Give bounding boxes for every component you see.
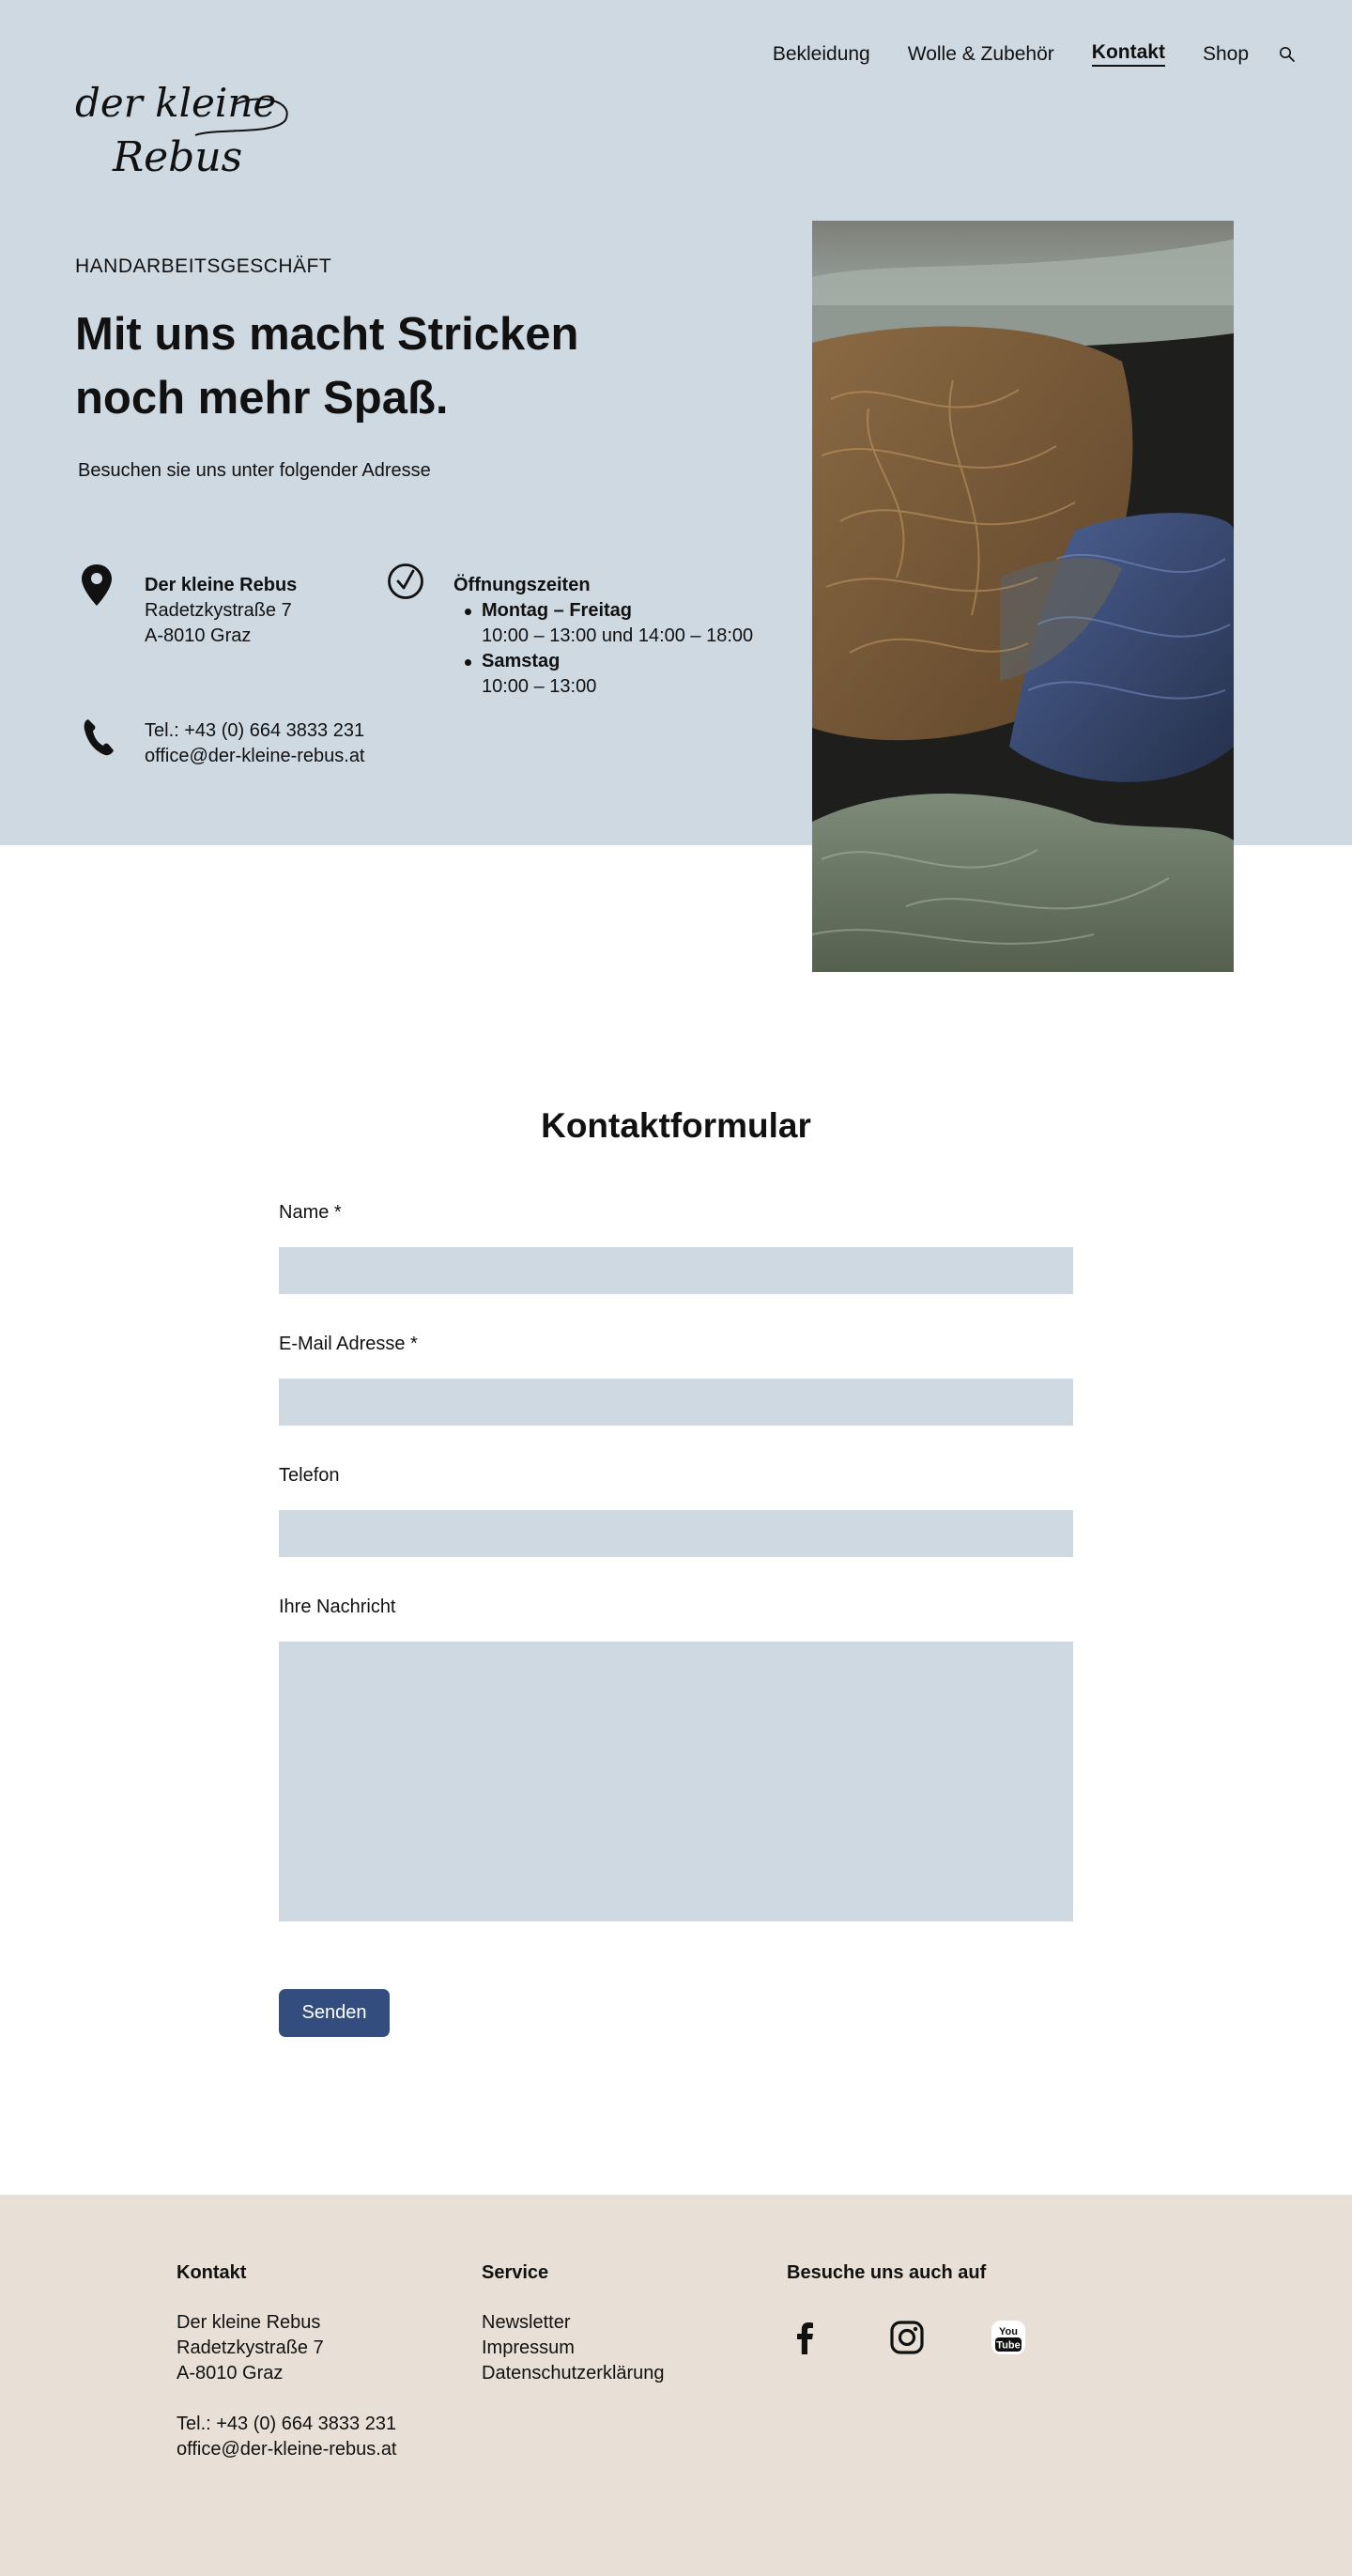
hero-kicker: HANDARBEITSGESCHÄFT xyxy=(75,255,332,277)
footer-link-datenschutz[interactable]: Datenschutzerklärung xyxy=(482,2363,665,2383)
footer-phone: Tel.: +43 (0) 664 3833 231 xyxy=(177,2414,397,2434)
logo-script xyxy=(73,73,295,186)
svg-text:You: You xyxy=(999,2326,1018,2337)
footer-kontakt-title: Kontakt xyxy=(177,2262,247,2283)
footer-link-newsletter[interactable]: Newsletter xyxy=(482,2312,571,2333)
hours-days: Montag – Freitag xyxy=(482,600,633,621)
send-button[interactable]: Senden xyxy=(279,1989,390,2037)
hours-title: Öffnungszeiten xyxy=(453,575,591,595)
message-label: Ihre Nachricht xyxy=(279,1597,396,1617)
search-icon[interactable] xyxy=(1279,46,1296,63)
footer-social-title: Besuche uns auch auf xyxy=(787,2262,987,2283)
email-label: E-Mail Adresse * xyxy=(279,1334,418,1354)
footer-email[interactable]: office@der-kleine-rebus.at xyxy=(177,2439,397,2460)
svg-text:Rebus: Rebus xyxy=(113,133,243,181)
map-pin-icon xyxy=(81,563,113,611)
footer-service-title: Service xyxy=(482,2262,549,2283)
footer-link-impressum[interactable]: Impressum xyxy=(482,2337,575,2358)
clock-check-icon xyxy=(387,563,424,605)
logo[interactable] xyxy=(73,73,295,186)
hours-time: 10:00 – 13:00 xyxy=(482,676,597,697)
youtube-icon[interactable] xyxy=(990,2319,1027,2356)
hero-headline: Mit uns macht Stricken noch mehr Spaß. xyxy=(75,309,579,424)
instagram-icon[interactable] xyxy=(888,2319,926,2356)
nav-item-kontakt[interactable]: Kontakt xyxy=(1092,41,1165,67)
footer-city: A-8010 Graz xyxy=(177,2363,284,2383)
footer-street: Radetzkystraße 7 xyxy=(177,2337,324,2358)
svg-text:Tube: Tube xyxy=(996,2339,1021,2352)
hero-intro: Besuchen sie uns unter folgender Adresse xyxy=(78,460,431,481)
phone-label: Telefon xyxy=(279,1465,340,1486)
phone-field[interactable] xyxy=(279,1510,1073,1557)
contact-form xyxy=(279,1202,1073,2037)
hours-days: Samstag xyxy=(482,651,561,671)
opening-hours xyxy=(453,573,753,700)
address-street: Radetzkystraße 7 xyxy=(145,600,292,621)
hours-item xyxy=(453,649,753,700)
contact-block xyxy=(145,718,365,769)
main-nav xyxy=(735,41,1296,67)
nav-item-shop[interactable]: Shop xyxy=(1202,42,1249,65)
address-name: Der kleine Rebus xyxy=(145,575,298,595)
message-field[interactable] xyxy=(279,1642,1073,1921)
yarn-photo xyxy=(812,221,1234,972)
contact-phone: Tel.: +43 (0) 664 3833 231 xyxy=(145,720,365,741)
social-links xyxy=(787,2319,1091,2356)
footer-service xyxy=(482,2260,665,2386)
name-field[interactable] xyxy=(279,1247,1073,1294)
email-field[interactable] xyxy=(279,1379,1073,1426)
nav-item-wolle-zubehoer[interactable]: Wolle & Zubehör xyxy=(907,42,1054,65)
footer xyxy=(0,2195,1352,2576)
facebook-icon[interactable] xyxy=(787,2319,824,2356)
footer-kontakt xyxy=(177,2260,397,2462)
footer-name: Der kleine Rebus xyxy=(177,2312,321,2333)
form-title: Kontaktformular xyxy=(541,1106,811,1145)
hours-list xyxy=(453,598,753,700)
svg-text:der kleine: der kleine xyxy=(75,80,277,126)
nav-item-bekleidung[interactable]: Bekleidung xyxy=(772,42,870,65)
address-block xyxy=(145,573,297,649)
hours-item xyxy=(453,598,753,649)
hours-time: 10:00 – 13:00 und 14:00 – 18:00 xyxy=(482,625,754,646)
footer-social xyxy=(787,2260,986,2310)
contact-email: office@der-kleine-rebus.at xyxy=(145,746,365,766)
address-city: A-8010 Graz xyxy=(145,625,252,646)
phone-icon xyxy=(83,717,115,762)
name-label: Name * xyxy=(279,1202,342,1223)
